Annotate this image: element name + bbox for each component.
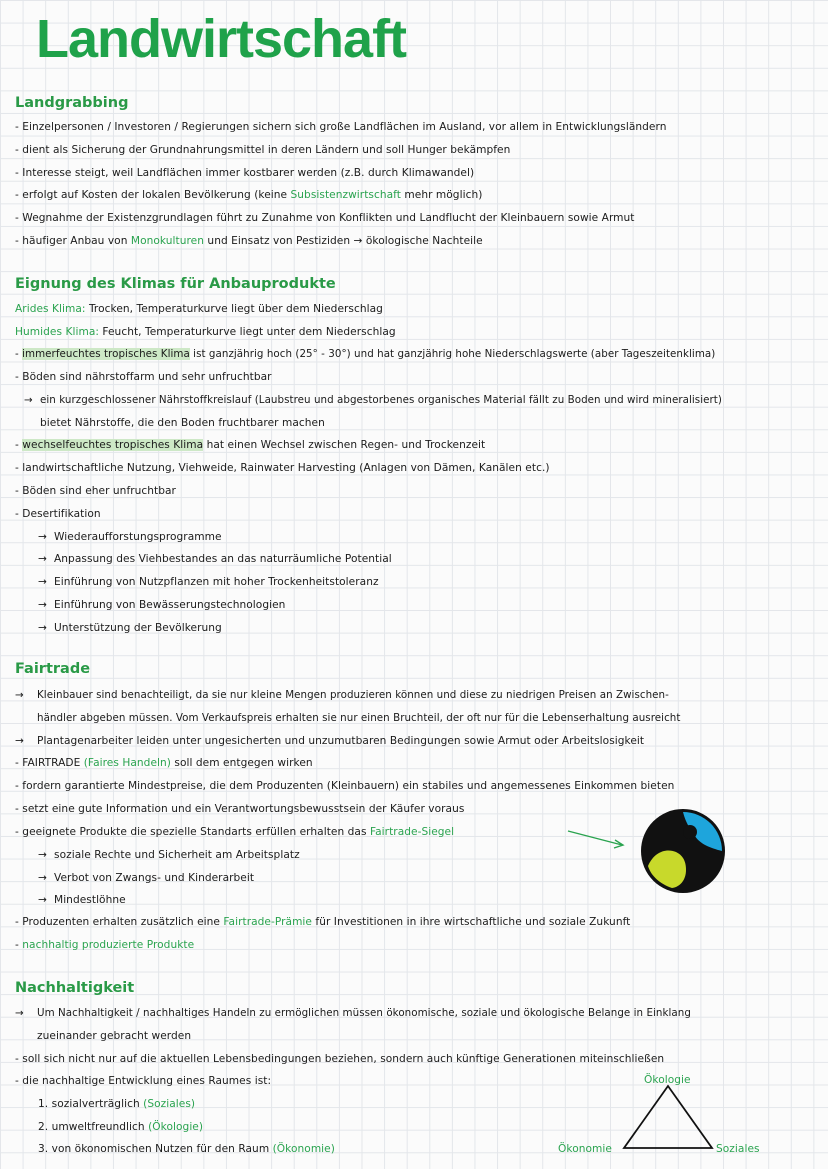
list-item: - dient als Sicherung der Grundnahrungsmittel in deren Ländern und soll Hunger bekämpfen (15, 143, 510, 157)
list-item: - setzt eine gute Information und ein Verantwortungsbewusstsein der Käufer voraus (15, 802, 464, 816)
heading-nachhaltigkeit: Nachhaltigkeit (15, 980, 135, 996)
list-item: - Produzenten erhalten zusätzlich eine Fairtrade-Prämie für Investitionen in ihre wirtschaftliche und soziale Zukunft (15, 915, 630, 929)
list-item: → Kleinbauer sind benachteiligt, da sie nur kleine Mengen produzieren können und diese zu niedrigen Preisen an Zwischen- (15, 689, 669, 701)
fairtrade-logo-icon (640, 808, 726, 894)
list-item: - häufiger Anbau von Monokulturen und Einsatz von Pestiziden → ökologische Nachteile (15, 234, 483, 248)
triangle-label-soziales: Soziales (716, 1143, 760, 1155)
list-item: → ein kurzgeschlossener Nährstoffkreislauf (Laubstreu und abgestorbenes organisches Material fällt zu Boden und wird mineralisiert) (24, 394, 722, 406)
list-item: → Um Nachhaltigkeit / nachhaltiges Handeln zu ermöglichen müssen ökonomische, soziale und ökologische Belange in Einklang (15, 1007, 691, 1019)
triangle-label-oekologie: Ökologie (644, 1074, 691, 1086)
list-item: bietet Nährstoffe, die den Boden fruchtbarer machen (40, 417, 325, 429)
list-item: - nachhaltig produzierte Produkte (15, 938, 194, 952)
page-title: Landwirtschaft (36, 9, 407, 69)
list-item: - Einzelpersonen / Investoren / Regierungen sichern sich große Landflächen im Ausland, vor allem in Entwicklungsländern (15, 120, 666, 134)
triangle-label-oekonomie: Ökonomie (558, 1143, 612, 1155)
list-item: händler abgeben müssen. Vom Verkaufspreis erhalten sie nur einen Bruchteil, der oft nur für die Lebenserhaltung ausreicht (37, 712, 681, 724)
list-item: 1. sozialverträglich (Soziales) (38, 1098, 196, 1110)
list-item: → soziale Rechte und Sicherheit am Arbeitsplatz (38, 849, 300, 861)
list-item: - soll sich nicht nur auf die aktuellen Lebensbedingungen beziehen, sondern auch künftige Generationen miteinschließen (15, 1052, 664, 1066)
list-item: → Einführung von Nutzpflanzen mit hoher Trockenheitstoleranz (38, 576, 379, 588)
list-item: → Mindestlöhne (38, 894, 126, 906)
list-item: - landwirtschaftliche Nutzung, Viehweide, Rainwater Harvesting (Anlagen von Dämen, Kanälen etc.) (15, 461, 550, 475)
list-item: - fordern garantierte Mindestpreise, die dem Produzenten (Kleinbauern) ein stabiles und angemessenes Einkommen bieten (15, 779, 674, 793)
heading-fairtrade: Fairtrade (15, 661, 91, 677)
list-item: Humides Klima: Feucht, Temperaturkurve liegt unter dem Niederschlag (15, 326, 396, 338)
list-item: Arides Klima: Trocken, Temperaturkurve liegt über dem Niederschlag (15, 303, 383, 315)
list-item: → Einführung von Bewässerungstechnologien (38, 599, 286, 611)
list-item: → Verbot von Zwangs- und Kinderarbeit (38, 872, 255, 884)
list-item: - die nachhaltige Entwicklung eines Raumes ist: (15, 1074, 271, 1088)
list-item: - Desertifikation (15, 507, 101, 521)
list-item: 3. von ökonomischen Nutzen für den Raum (Ökonomie) (38, 1143, 335, 1155)
list-item: → Plantagenarbeiter leiden unter ungesicherten und unzumutbaren Bedingungen sowie Armut oder Arbeitslosigkeit (15, 735, 645, 747)
list-item: - immerfeuchtes tropisches Klima ist ganzjährig hoch (25° - 30°) und hat ganzjährig hohe Niederschlagswerte (aber Tageszeitenklima) (15, 347, 715, 361)
list-item: zueinander gebracht werden (37, 1030, 192, 1042)
list-item: - Wegnahme der Existenzgrundlagen führt zu Zunahme von Konflikten und Landflucht der Kleinbauern sowie Armut (15, 211, 635, 225)
list-item: - Böden sind nährstoffarm und sehr unfruchtbar (15, 370, 272, 384)
list-item: - wechselfeuchtes tropisches Klima hat einen Wechsel zwischen Regen- und Trockenzeit (15, 438, 485, 452)
sustainability-triangle-icon (620, 1084, 716, 1154)
heading-landgrabbing: Landgrabbing (15, 95, 129, 111)
list-item: → Anpassung des Viehbestandes an das naturräumliche Potential (38, 553, 392, 565)
list-item: - FAIRTRADE (Faires Handeln) soll dem entgegen wirken (15, 756, 313, 770)
list-item: → Unterstützung der Bevölkerung (38, 622, 222, 634)
list-item: - erfolgt auf Kosten der lokalen Bevölkerung (keine Subsistenzwirtschaft mehr möglich) (15, 188, 482, 202)
heading-klima: Eignung des Klimas für Anbauprodukte (15, 276, 336, 292)
list-item: → Wiederaufforstungsprogramme (38, 531, 222, 543)
list-item: 2. umweltfreundlich (Ökologie) (38, 1121, 204, 1133)
list-item: - geeignete Produkte die spezielle Standarts erfüllen erhalten das Fairtrade-Siegel (15, 825, 454, 839)
arrow-to-logo-icon (566, 828, 626, 852)
list-item: - Böden sind eher unfruchtbar (15, 484, 176, 498)
list-item: - Interesse steigt, weil Landflächen immer kostbarer werden (z.B. durch Klimawandel) (15, 166, 474, 180)
